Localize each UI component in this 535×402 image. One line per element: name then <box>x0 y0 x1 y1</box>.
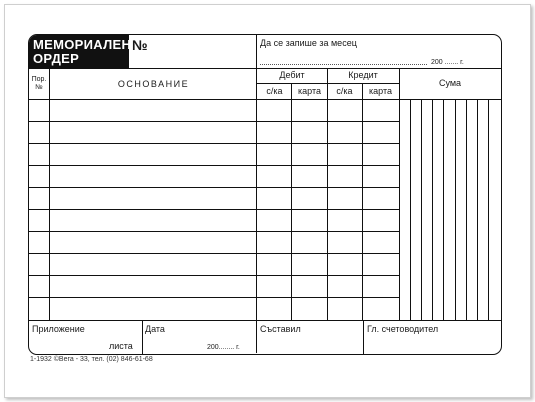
memorial-order-form <box>28 34 502 355</box>
footer-attachment-divider <box>142 320 143 354</box>
col-credit-header: Кредит <box>348 70 378 80</box>
amount-digit-line-3 <box>432 99 433 320</box>
amount-digit-line-7 <box>477 99 478 320</box>
month-label: Да се запише за месец <box>260 38 357 48</box>
amount-digit-line-8 <box>488 99 489 320</box>
chief-accountant-field[interactable] <box>364 322 500 353</box>
footer-date-label: Дата <box>145 324 165 334</box>
date-field[interactable] <box>143 322 256 353</box>
title-block <box>29 35 132 68</box>
col-amount-header: Сума <box>438 78 462 88</box>
col-debit-header: Дебит <box>279 70 305 80</box>
footer-attachment-label: Приложение <box>32 324 85 334</box>
col-no-label-2: № <box>35 84 43 91</box>
publisher-note: 1-1932 ©Вега - 33, тел. (02) 846-61-68 <box>30 356 153 363</box>
table-header-bottom-line <box>29 99 501 100</box>
footer-sheets-label: листа <box>109 341 133 351</box>
row-line-9 <box>29 297 399 298</box>
row-line-1 <box>29 121 399 122</box>
amount-digit-line-2 <box>421 99 422 320</box>
credit-amount-divider <box>399 68 400 320</box>
credit-card-header: карта <box>369 86 392 96</box>
footer-top-line <box>29 320 501 321</box>
compiled-by-field[interactable] <box>258 322 363 353</box>
title-line-1: МЕМОРИАЛЕН <box>33 37 132 52</box>
credit-sub-account-header: с/ка <box>336 86 353 96</box>
header-bottom-line <box>29 68 501 69</box>
title-divider <box>256 35 257 68</box>
amount-digit-line-6 <box>466 99 467 320</box>
row-line-4 <box>29 187 399 188</box>
debit-credit-divider <box>327 68 328 320</box>
footer-accountant-label: Гл. счетоводител <box>367 324 439 334</box>
amount-digit-line-4 <box>443 99 444 320</box>
row-line-5 <box>29 209 399 210</box>
debit-sub-account-header: с/ка <box>266 86 283 96</box>
col-no-divider <box>49 68 50 320</box>
month-dotted-line <box>260 64 427 65</box>
debit-inner-divider <box>291 83 292 320</box>
footer-date-value: 200........ г. <box>207 344 240 351</box>
col-basis-header: ОСНОВАНИЕ <box>117 79 190 89</box>
debit-card-header: карта <box>298 86 321 96</box>
col-basis-divider <box>256 68 257 353</box>
number-sign: № <box>132 37 148 53</box>
row-line-2 <box>29 143 399 144</box>
amount-digit-line-5 <box>455 99 456 320</box>
col-no-label-1: Пор. <box>31 76 47 83</box>
footer-compiled-label: Съставил <box>260 324 301 334</box>
number-field[interactable] <box>149 37 254 65</box>
row-line-7 <box>29 253 399 254</box>
row-line-8 <box>29 275 399 276</box>
footer-compiled-divider <box>363 320 364 354</box>
row-line-6 <box>29 231 399 232</box>
month-date: 200 ....... г. <box>431 59 464 66</box>
attachment-field[interactable] <box>30 322 142 353</box>
title-line-2: ОРДЕР <box>33 51 80 66</box>
credit-inner-divider <box>362 83 363 320</box>
row-line-3 <box>29 165 399 166</box>
amount-digit-line-1 <box>410 99 411 320</box>
